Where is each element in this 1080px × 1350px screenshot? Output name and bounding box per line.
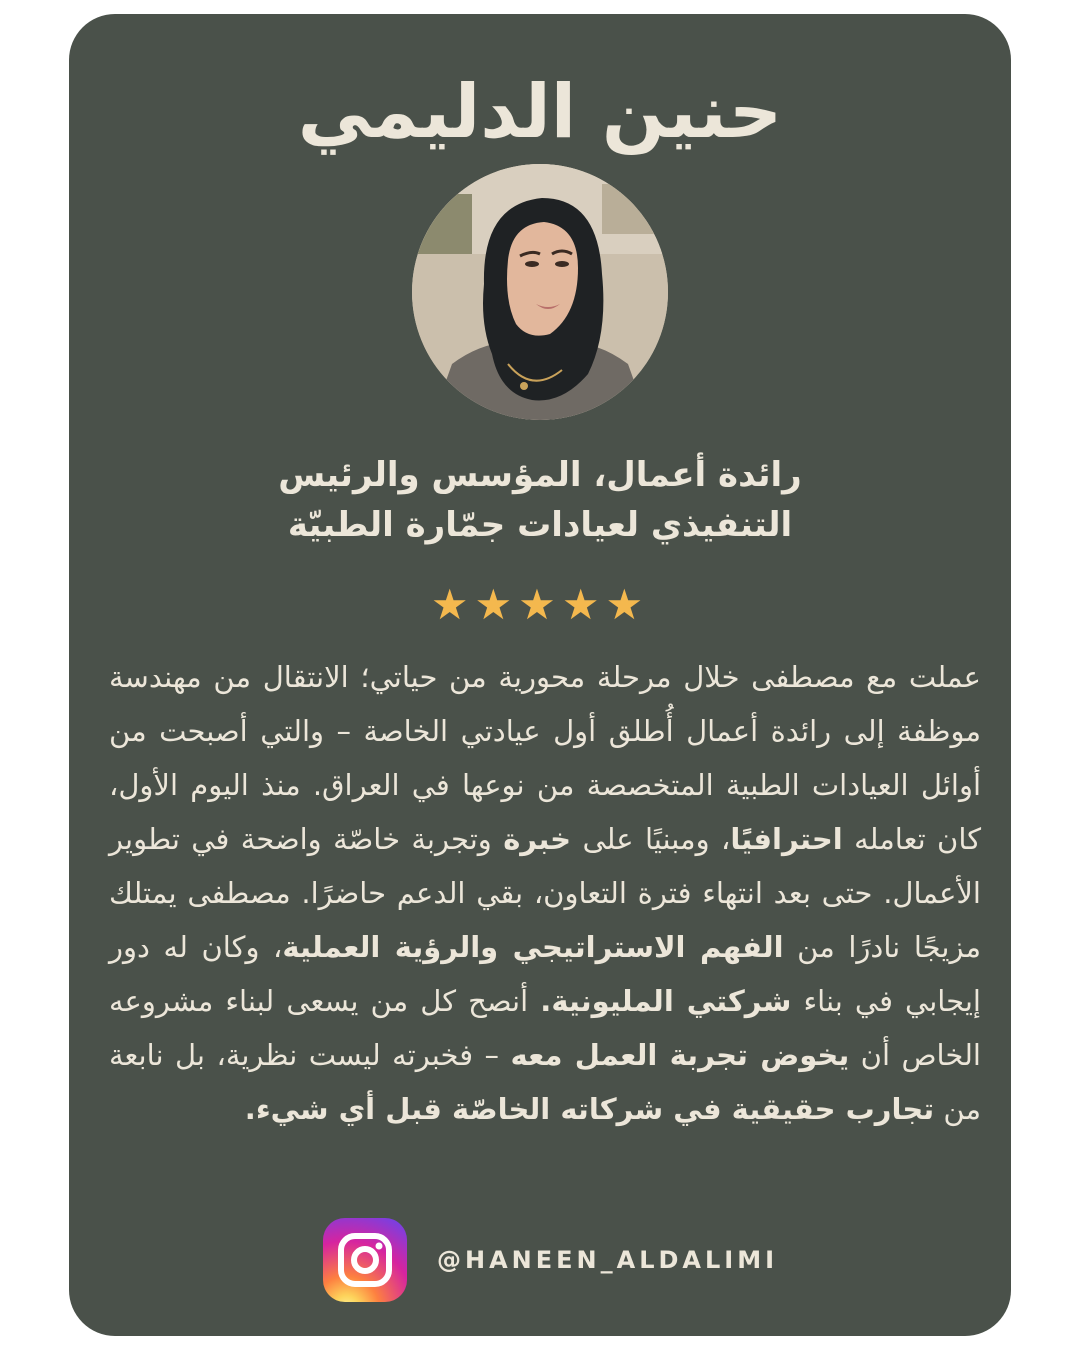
- testimonial-segment: – فخبرته ليست نظرية، بل نابعة من: [109, 1038, 981, 1126]
- star-rating: ★★★★★: [430, 580, 650, 629]
- instagram-icon[interactable]: [323, 1218, 407, 1302]
- testimonial-text: [109, 650, 981, 1136]
- person-title: [169, 450, 911, 550]
- testimonial-segment: أنصح كل من يسعى لبناء مشروعه الخاص أن: [109, 984, 981, 1072]
- testimonial-segment: ، ومبنيًا على: [571, 822, 731, 856]
- testimonial-segment: وتجربة خاصّة واضحة في تطوير الأعمال. حتى بعد انتهاء فترة التعاون، بقي الدعم حاضرًا. مصطفى يمتلك مزيجًا نادرًا من: [109, 822, 982, 964]
- instagram-handle[interactable]: @HANEEN_ALDALIMI: [437, 1246, 779, 1274]
- emphasis-text: احترافيًا: [730, 822, 843, 856]
- emphasis-text: خبرة: [503, 822, 572, 856]
- emphasis-text: الفهم الاستراتيجي والرؤية العملية: [282, 930, 784, 964]
- social-footer: [323, 1218, 778, 1302]
- title-line-2: التنفيذي لعيادات جمّارة الطبيّة: [287, 505, 793, 545]
- avatar: [412, 164, 668, 420]
- person-name: حنين الدليمي: [297, 69, 783, 155]
- testimonial-segment: ، وكان له دور إيجابي في بناء: [109, 930, 981, 1018]
- title-line-1: رائدة أعمال، المؤسس والرئيس: [278, 455, 802, 495]
- testimonial-card: [69, 14, 1011, 1336]
- testimonial-segment: عملت مع مصطفى خلال مرحلة محورية من حياتي؛ الانتقال من مهندسة موظفة إلى رائدة أعمال أُطلق أول عيادتي الخاصة – والتي أصبحت من أوائل العيادات الطبية المتخصصة من نوعها في العراق. منذ اليوم الأول، كان تعامله: [109, 660, 981, 856]
- emphasis-text: تجارب حقيقية في شركاته الخاصّة قبل أي شيء.: [244, 1092, 935, 1126]
- emphasis-text: يخوض تجربة العمل معه: [510, 1038, 850, 1072]
- emphasis-text: شركتي المليونية.: [540, 984, 792, 1018]
